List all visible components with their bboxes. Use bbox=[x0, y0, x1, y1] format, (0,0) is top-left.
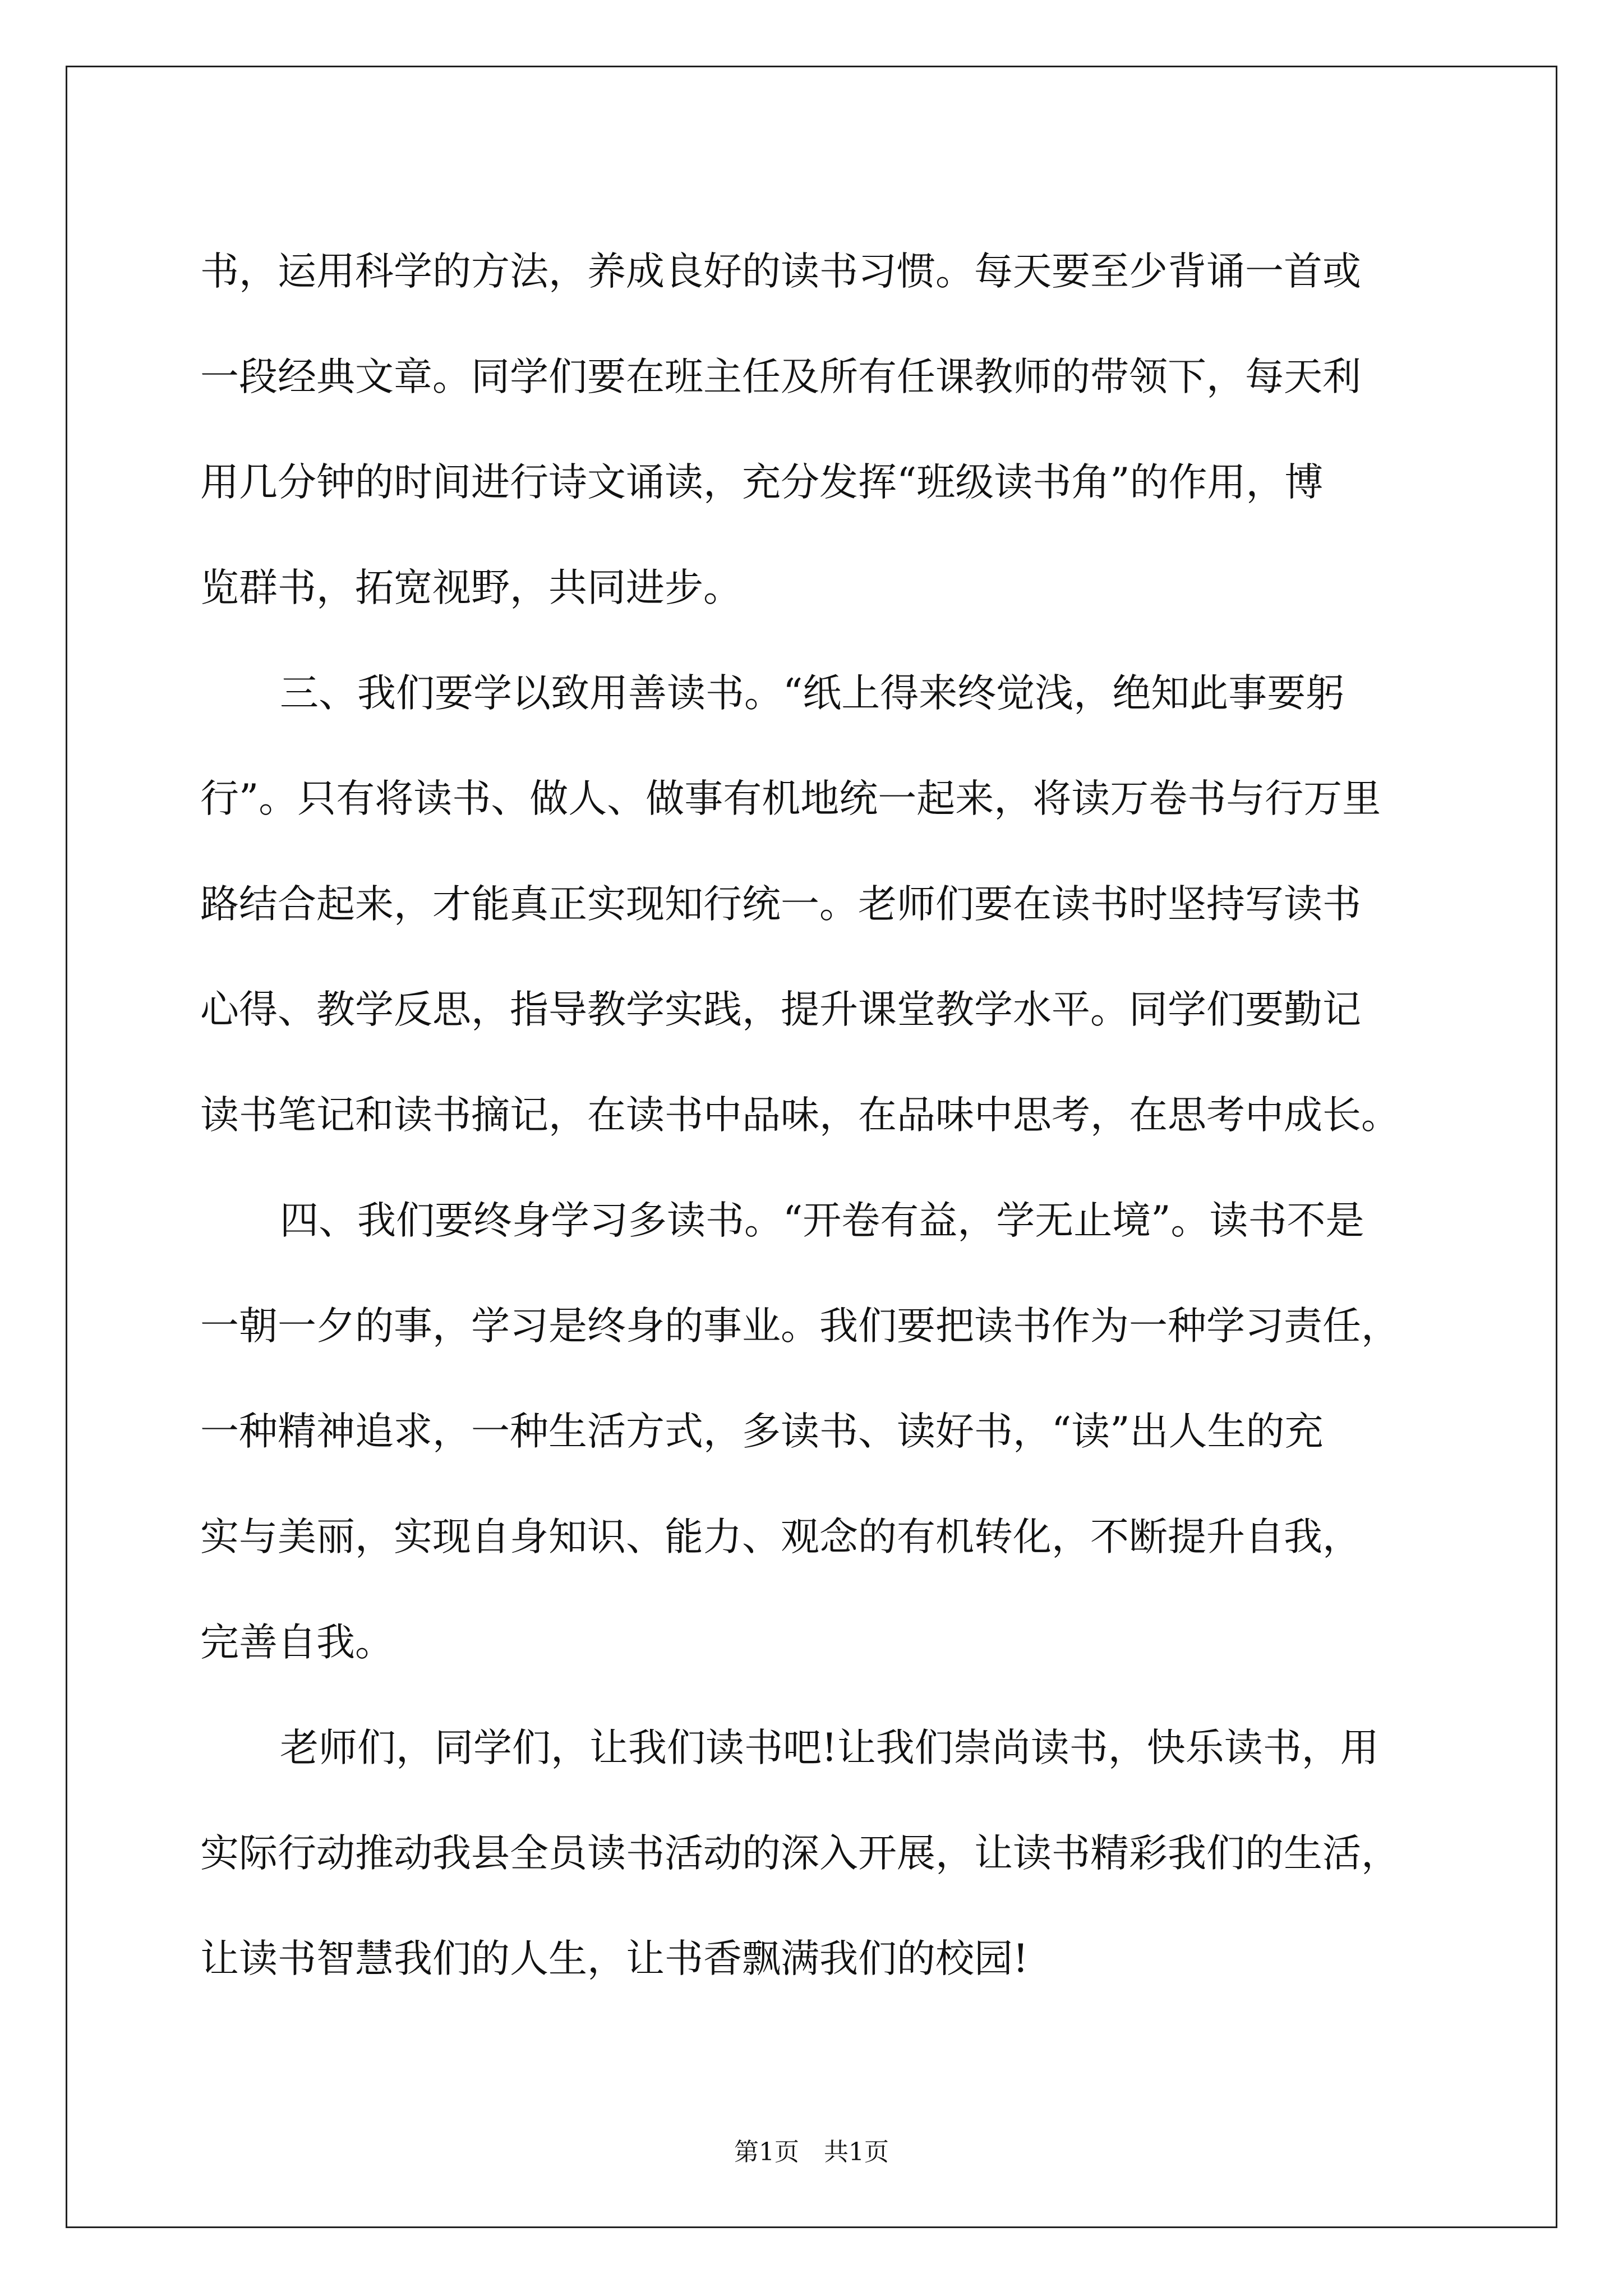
body-line: 完善自我。 bbox=[200, 1620, 394, 1665]
body-line: 行”。只有将读书、做人、做事有机地统一起来，将读万卷书与行万里 bbox=[200, 776, 1381, 821]
body-line: 路结合起来，才能真正实现知行统一。老师们要在读书时坚持写读书 bbox=[200, 882, 1361, 927]
body-line: 实与美丽，实现自身知识、能力、观念的有机转化，不断提升自我， bbox=[200, 1515, 1361, 1559]
body-line: 三、我们要学以致用善读书。“纸上得来终觉浅，绝知此事要躬 bbox=[280, 671, 1345, 716]
body-line: 四、我们要终身学习多读书。“开卷有益，学无止境”。读书不是 bbox=[280, 1198, 1364, 1243]
document-body bbox=[200, 219, 1431, 2012]
body-line: 一种精神追求，一种生活方式，多读书、读好书，“读”出人生的充 bbox=[200, 1409, 1324, 1454]
body-line: 实际行动推动我县全员读书活动的深入开展，让读书精彩我们的生活， bbox=[200, 1831, 1400, 1876]
page-number-footer: 第1页 共1页 bbox=[734, 2138, 889, 2166]
body-line: 一段经典文章。同学们要在班主任及所有任课教师的带领下，每天利 bbox=[200, 355, 1361, 399]
body-line: 书，运用科学的方法，养成良好的读书习惯。每天要至少背诵一首或 bbox=[200, 249, 1361, 294]
body-line: 用几分钟的时间进行诗文诵读，充分发挥“班级读书角”的作用，博 bbox=[200, 460, 1324, 505]
body-line: 览群书，拓宽视野，共同进步。 bbox=[200, 565, 742, 610]
body-line: 让读书智慧我们的人生，让书香飘满我们的校园! bbox=[200, 1936, 1029, 1981]
body-line: 一朝一夕的事，学习是终身的事业。我们要把读书作为一种学习责任， bbox=[200, 1304, 1400, 1349]
body-line: 老师们，同学们，让我们读书吧!让我们崇尚读书，快乐读书，用 bbox=[280, 1726, 1379, 1770]
body-line: 心得、教学反思，指导教学实践，提升课堂教学水平。同学们要勤记 bbox=[200, 987, 1361, 1032]
body-line: 读书笔记和读书摘记，在读书中品味，在品味中思考，在思考中成长。 bbox=[200, 1093, 1400, 1138]
